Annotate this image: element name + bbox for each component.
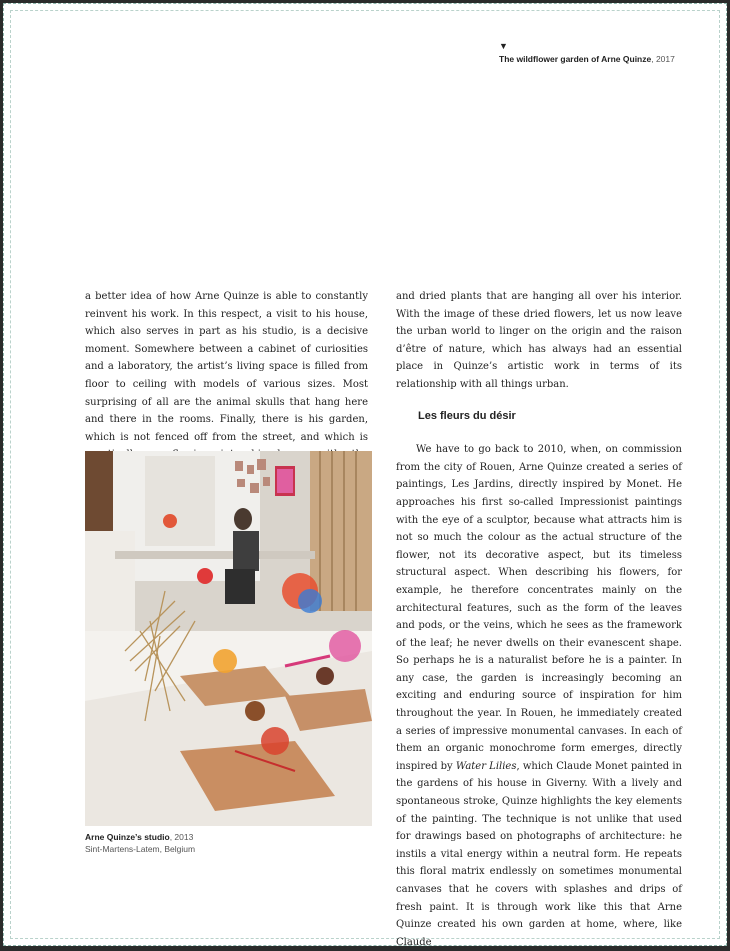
paragraph-2-italic-title: Water Lilies (455, 760, 517, 772)
paragraph-2-start: We have to go back to 2010, when, on commission from the city of Rouen, Arne Quinze created a series of paintings, Les Jardins, directly inspired by Monet. He approaches his first so-called Impressionist paintings with the eye of a sculptor, because what attracts him is not so much the colour as the actual structure of the flower, not its decorative aspect, but its timeless structural aspect. When describing his flowers, for example, he therefore concentrates mainly on the architectural features, such as the form of the leaves and pods, or the veins, which he sees as the framework of the leaf; he never dwells on their evanescent shape. So perhaps he is a naturalist before he is a painter. In any case, the garden is increasingly becoming an exciting and enduring source of inspiration for him throughout the year. In Rouen, he immediately created a series of impressive monumental canvases. In each of them an organic monochrome form emerges, directly inspired by (396, 444, 682, 772)
bottom-caption-title: Arne Quinze’s studio (85, 832, 170, 842)
right-text-column (396, 288, 682, 951)
caption-marker-icon: ▼ (499, 41, 508, 51)
right-paragraph-1: and dried plants that are hanging all over his interior. With the image of these dried flowers, let us now leave the urban world to linger on the origin and the raison d’être of nature, which has always had an essential place in Quinze’s artistic work in terms of its relationship with all things urban. (396, 291, 682, 390)
document-page (3, 3, 727, 946)
top-caption-title: The wildflower garden of Arne Quinze (499, 54, 652, 64)
paragraph-2-end: , which Claude Monet painted in the gardens of his house in Giverny. With a lively and spontaneous stroke, Quinze highlights the key elements of the painting. The technique is not unlike that used for drawings based on photographs of architecture: he instils a vital energy within a neutral form. He repeats this floral matrix endlessly on sometimes monumental canvases that he covers with splashes and drips of fresh paint. It is through work like this that Arne Quinze created his own garden at home, where, like Claude (396, 760, 682, 948)
bottom-photo-caption (85, 832, 375, 855)
top-photo-caption (499, 42, 709, 64)
bottom-caption-location: Sint-Martens-Latem, Belgium (85, 843, 196, 854)
right-paragraph-2 (396, 441, 682, 951)
top-caption-year: , 2017 (651, 54, 675, 64)
bottom-caption-year: , 2013 (169, 832, 194, 842)
left-paragraph: a better idea of how Arne Quinze is able to constantly reinvent his work. In this respect, a visit to his house, which also serves in part as his studio, is a decisive moment. Somewhere between a cabinet of curiosities and a laboratory, the artist’s living space is filled from floor to ceiling with models of various sizes. Most surprising of all are the animal skulls that hang here and there in the rooms. Finally, there is his garden, which is not fenced off from the street, and which is (85, 291, 368, 443)
studio-photo (85, 451, 372, 826)
section-heading: Les fleurs du désir (418, 409, 516, 422)
